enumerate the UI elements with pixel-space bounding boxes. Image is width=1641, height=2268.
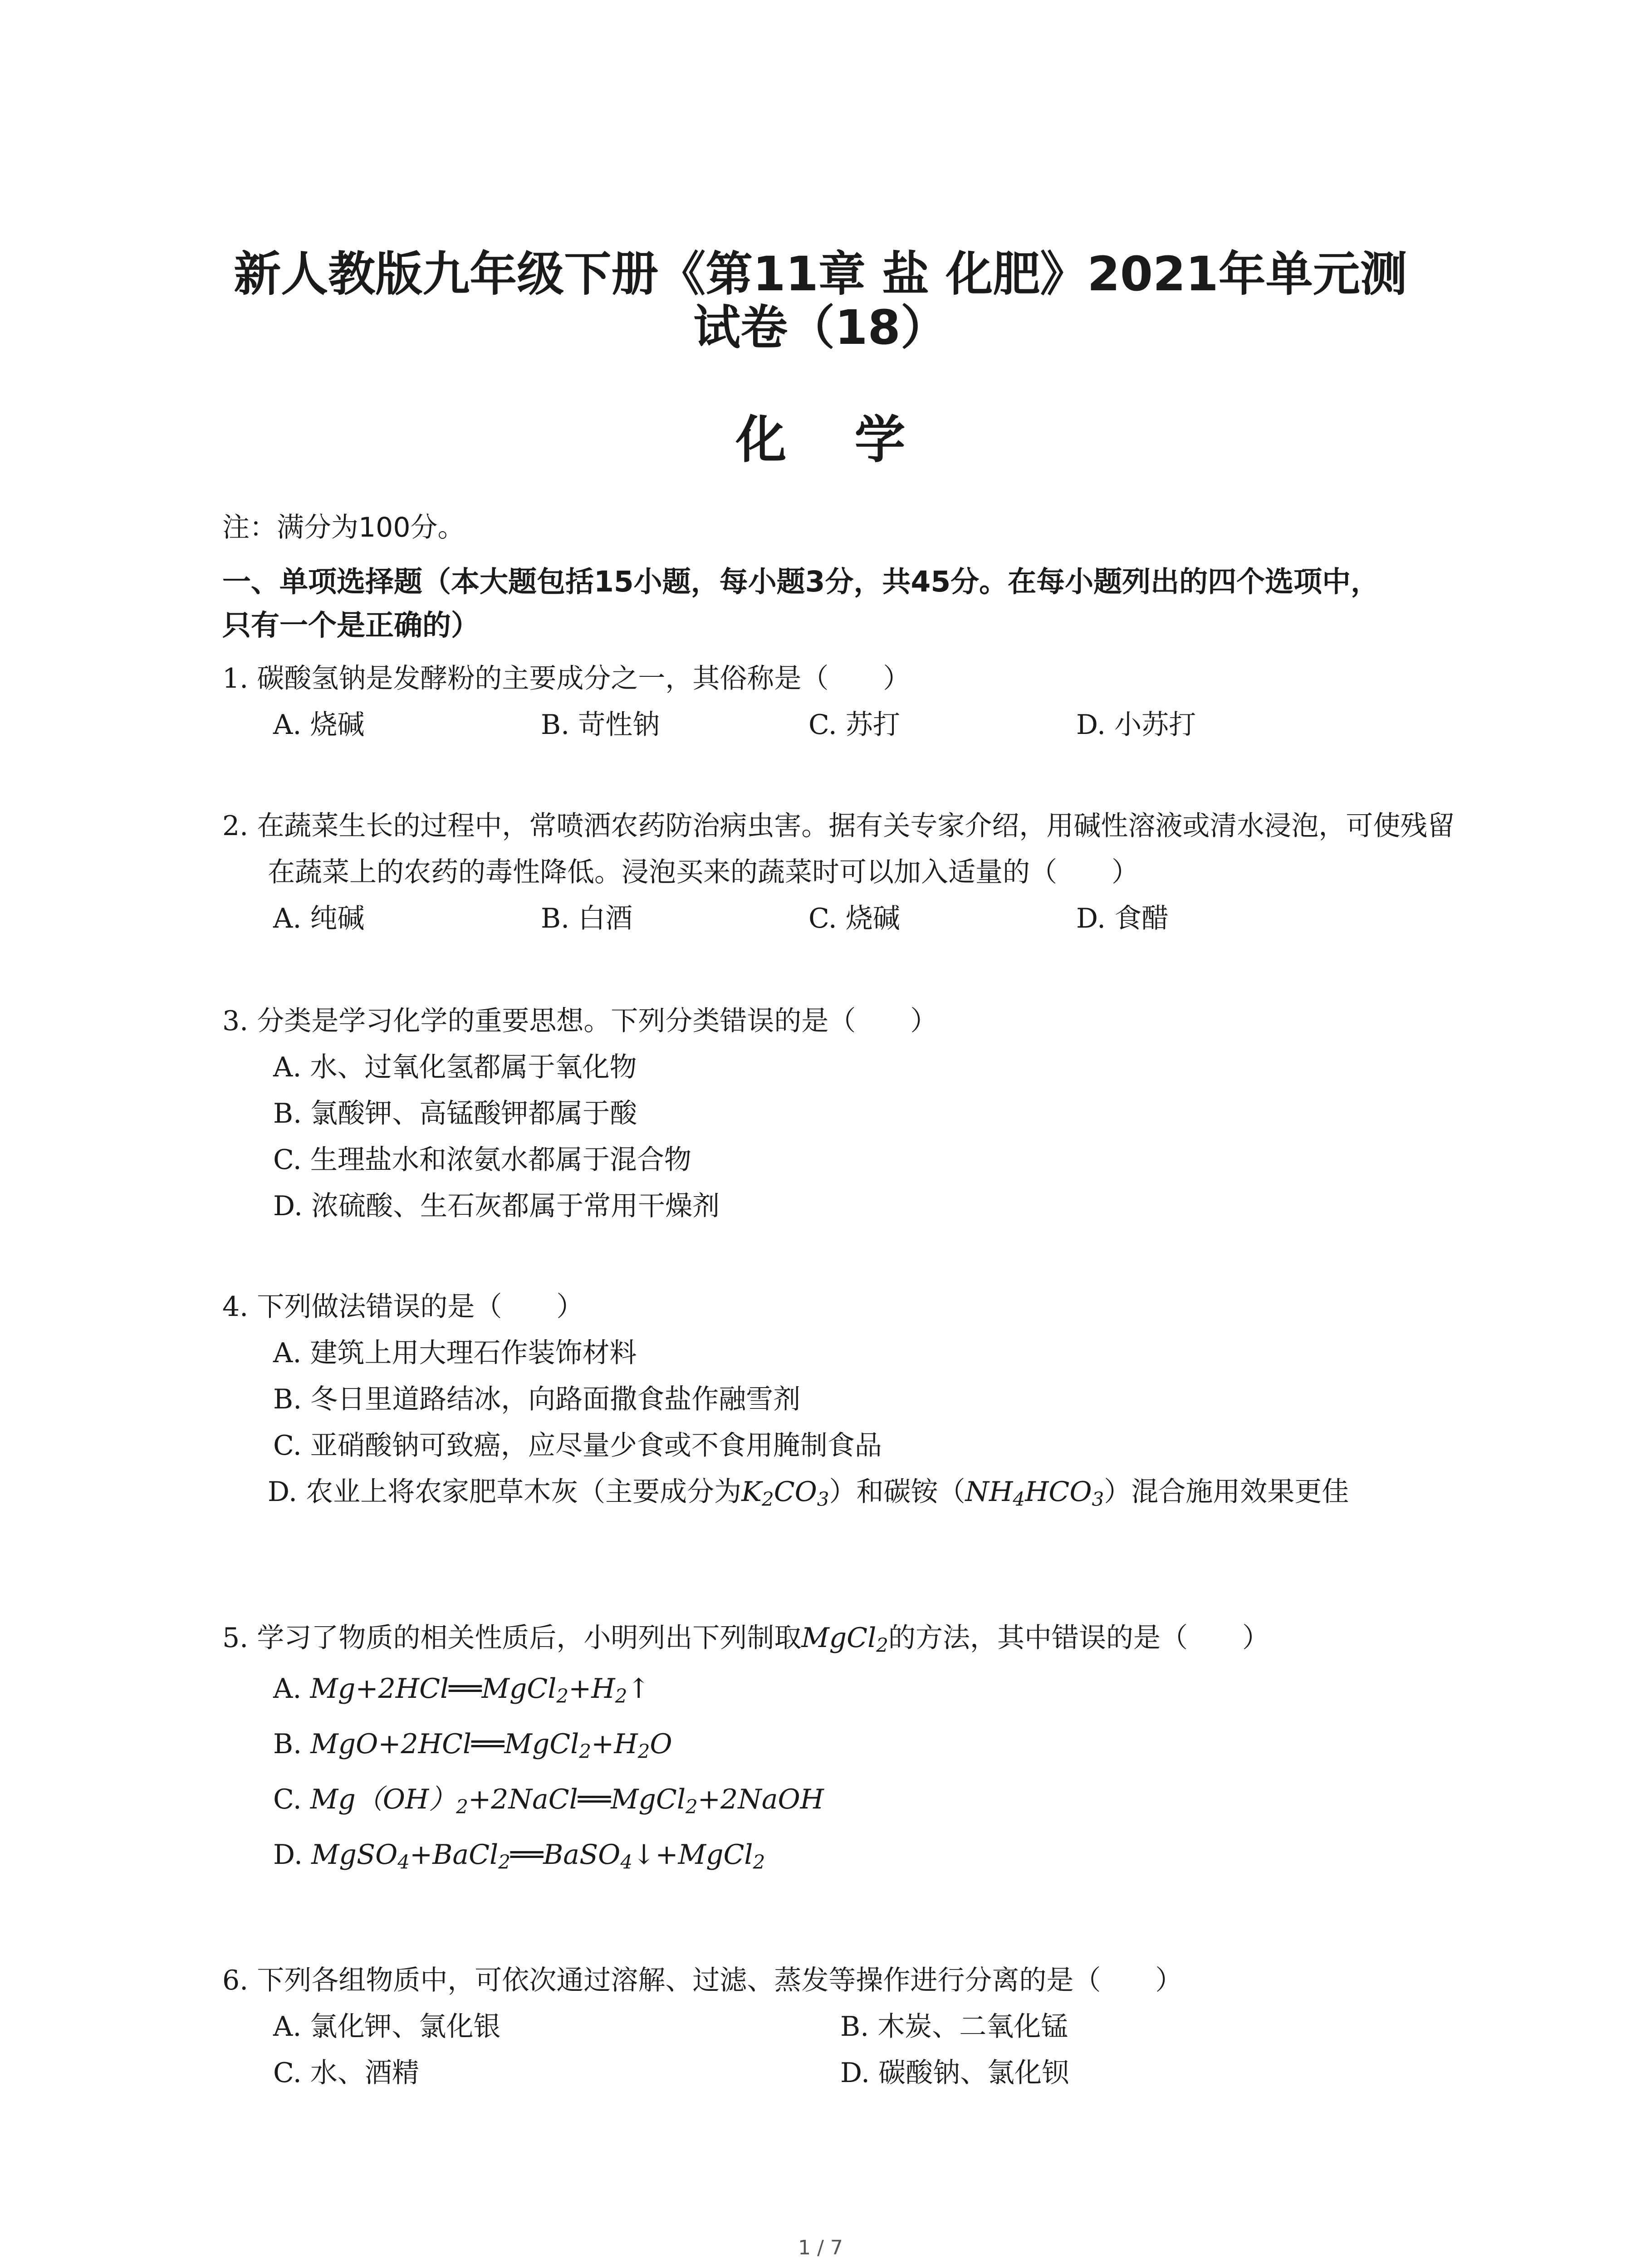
formula-k2co3: $K_2CO_3$ [741,1476,829,1510]
option-c: C. 苏打 [808,709,900,741]
option-d-text-2: ）和碳铵（ [829,1476,965,1508]
option-b: B. 苛性钠 [541,709,660,741]
option-d: D. 食醋 [1076,903,1169,934]
question-5 [222,1615,1456,1882]
option-a: A. $Mg+2HCl══MgCl_2+H_2↑$ [273,1673,650,1707]
options [222,702,1456,748]
question-stem: 6. 下列各组物质中，可依次通过溶解、过滤、蒸发等操作进行分离的是（ ） [222,1965,1183,1996]
question-stem: 2. 在蔬菜生长的过程中，常喷洒农药防治病虫害。据有关专家介绍，用碱性溶液或清水浸泡，可使残留在蔬菜上的农药的毒性降低。浸泡买来的蔬菜时可以加入适量的（ ） [222,810,1455,888]
option-a: A. 氯化钾、氯化银 [273,2011,501,2043]
option-a: A. 烧碱 [273,709,365,741]
option-c: C. 水、酒精 [273,2057,419,2089]
formula-nh4hco3: $NH_4HCO_3$ [965,1476,1104,1510]
formula-mgcl2: MgCl$_2$ [801,1622,889,1657]
option-b: B. 木炭、二氧化锰 [840,2011,1068,2043]
options [222,895,1456,942]
option-b: B. 冬日里道路结冰，向路面撒食盐作融雪剂 [273,1383,801,1415]
question-stem: 5. 学习了物质的相关性质后，小明列出下列制取MgCl$_2$的方法，其中错误的是（ ） [222,1622,1270,1657]
option-d-text-1: D. 农业上将农家肥草木灰（主要成分为 [268,1476,742,1508]
option-a: A. 水、过氧化氢都属于氧化物 [273,1051,637,1083]
option-d-text-3: ）混合施用效果更佳 [1104,1476,1349,1508]
options [222,2004,1456,2096]
option-d: D. 浓硫酸、生石灰都属于常用干燥剂 [273,1190,720,1222]
option-d: D. MgSO$_4$+BaCl$_2$══BaSO$_4$↓+MgCl$_2$ [273,1839,765,1873]
option-a: A. 建筑上用大理石作装饰材料 [273,1337,637,1369]
option-c: C. 亚硝酸钠可致癌，应尽量少食或不食用腌制食品 [273,1430,882,1461]
score-note: 注：满分为100分。 [222,512,465,543]
question-4 [222,1284,1456,1515]
question-1 [222,655,1456,748]
options [222,1330,1456,1515]
question-stem: 4. 下列做法错误的是（ ） [222,1291,584,1323]
options [222,1661,1456,1882]
option-d: D. 碳酸钠、氯化钡 [840,2057,1069,2089]
question-stem: 3. 分类是学习化学的重要思想。下列分类错误的是（ ） [222,1005,938,1037]
options [222,1044,1456,1229]
option-d: D. 小苏打 [1076,709,1196,741]
subject-heading: 化学 [735,411,974,469]
title-line-2: 试卷（18） [693,300,948,355]
option-c: C. $Mg(OH)_2+2NaCl══MgCl_2+2NaOH$ [273,1784,824,1818]
option-a: A. 纯碱 [273,903,365,934]
option-d [268,1469,1447,1515]
exam-title [0,247,1641,354]
question-stem: 1. 碳酸氢钠是发酵粉的主要成分之一，其俗称是（ ） [222,663,911,694]
question-6 [222,1957,1456,2096]
section-line-2: 只有一个是正确的） [222,609,480,642]
question-2 [222,803,1456,942]
page-number: 1 / 7 [798,2236,843,2259]
option-c: C. 烧碱 [808,903,900,934]
section-line-1: 一、单项选择题（本大题包括15小题，每小题3分，共45分。在每小题列出的四个选项中， [222,565,1380,598]
title-line-1: 新人教版九年级下册《第11章 盐 化肥》2021年单元测 [234,246,1407,302]
question-3 [222,998,1456,1229]
option-b: B. $MgO+2HCl══MgCl_2+H_2O$ [273,1728,672,1763]
option-b: B. 白酒 [541,903,633,934]
option-c: C. 生理盐水和浓氨水都属于混合物 [273,1144,691,1176]
section-heading [222,560,1447,647]
option-b: B. 氯酸钾、高锰酸钾都属于酸 [273,1098,637,1129]
